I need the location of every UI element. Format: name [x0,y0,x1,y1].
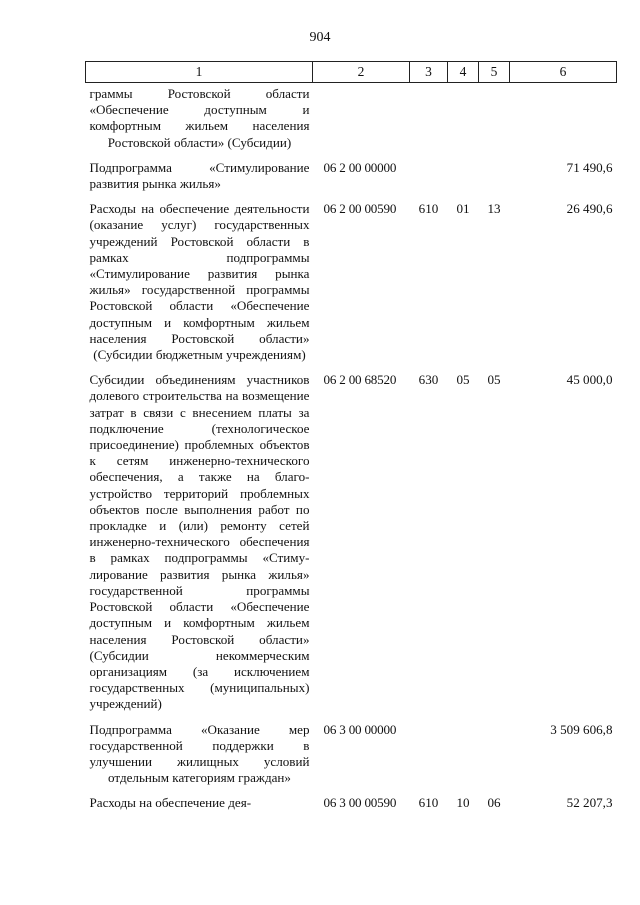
row-code: 06 2 00 00590 [323,201,397,217]
table-row [86,192,617,363]
row-amount: 71 490,6 [566,159,613,175]
row-name: граммы Ростовской области «Обеспечение доступным и комфортным жильем населения Ростовской области» (Субсидии) [89,86,310,150]
column-header: 3 [410,62,448,83]
column-header: 2 [313,62,410,83]
table-row [86,713,617,787]
row-name: Подпрограмма «Оказание мер государственной поддержки в улучшении жилищных условий отдельным категориям граждан» [89,721,310,786]
row-code: 06 3 00 00000 [323,721,397,737]
row-name: Подпрограмма «Стимулирование развития рынка жилья» [89,159,310,192]
row-vr: 610 [418,201,439,217]
row-pr [479,151,510,192]
row-name: Расходы на обеспечение дея- [89,795,252,811]
row-pr [479,713,510,787]
budget-table [85,61,617,812]
row-amount [510,83,617,151]
table-row [86,151,617,192]
row-rz [448,151,479,192]
row-code: 06 3 00 00590 [323,795,397,811]
table-row [86,786,617,811]
row-rz: 05 [456,372,470,388]
column-header: 1 [86,62,313,83]
row-code: 06 2 00 00000 [323,159,397,175]
row-code: 06 2 00 68520 [323,372,397,388]
row-pr: 05 [487,372,501,388]
row-amount: 26 490,6 [566,201,613,217]
row-pr: 06 [487,795,501,811]
row-vr: 630 [418,372,439,388]
row-rz [448,83,479,151]
row-pr [479,83,510,151]
row-vr [410,713,448,787]
table-row [86,363,617,712]
row-vr [410,83,448,151]
row-vr: 610 [418,795,439,811]
column-header: 6 [510,62,617,83]
row-amount: 45 000,0 [566,372,613,388]
row-rz: 01 [456,201,470,217]
row-name: Субсидии объединениям участников долевого строительства на возмещение затрат в связи с внесением платы за подключение (технологическое присоединение) проблемных объектов к сетям инженерно-технического обеспечения, а также на благоустройство территорий проблемных объектов после выполнения работ по прокладке и (или) ремонту сетей инженерно-технического обеспечения в рамках подпрограммы «Стимулирование развития рынка жилья» государственной программы Ростовской области «Обеспечение доступным и комфортным жильем населения Ростовской области» (Субсидии некоммерческим организациям (за исключением государственных (муниципальных) учреждений) [89,372,310,712]
row-rz [448,713,479,787]
row-code [313,83,410,151]
row-name: Расходы на обеспечение деятельности (оказание услуг) государственных учреждений Ростовской области в рамках подпрограммы «Стимулирование развития рынка жилья» государственной программы Ростовской области «Обеспечение доступным и комфортным жильем населения Ростовской области» (Субсидии бюджетным учреждениям) [89,201,310,363]
row-vr [410,151,448,192]
table-row [86,83,617,151]
column-header: 5 [479,62,510,83]
column-number-header [86,62,617,83]
row-pr: 13 [487,201,501,217]
row-amount: 52 207,3 [566,795,613,811]
row-rz: 10 [456,795,470,811]
row-amount: 3 509 606,8 [550,721,613,737]
page-number: 904 [309,30,331,45]
column-header: 4 [448,62,479,83]
